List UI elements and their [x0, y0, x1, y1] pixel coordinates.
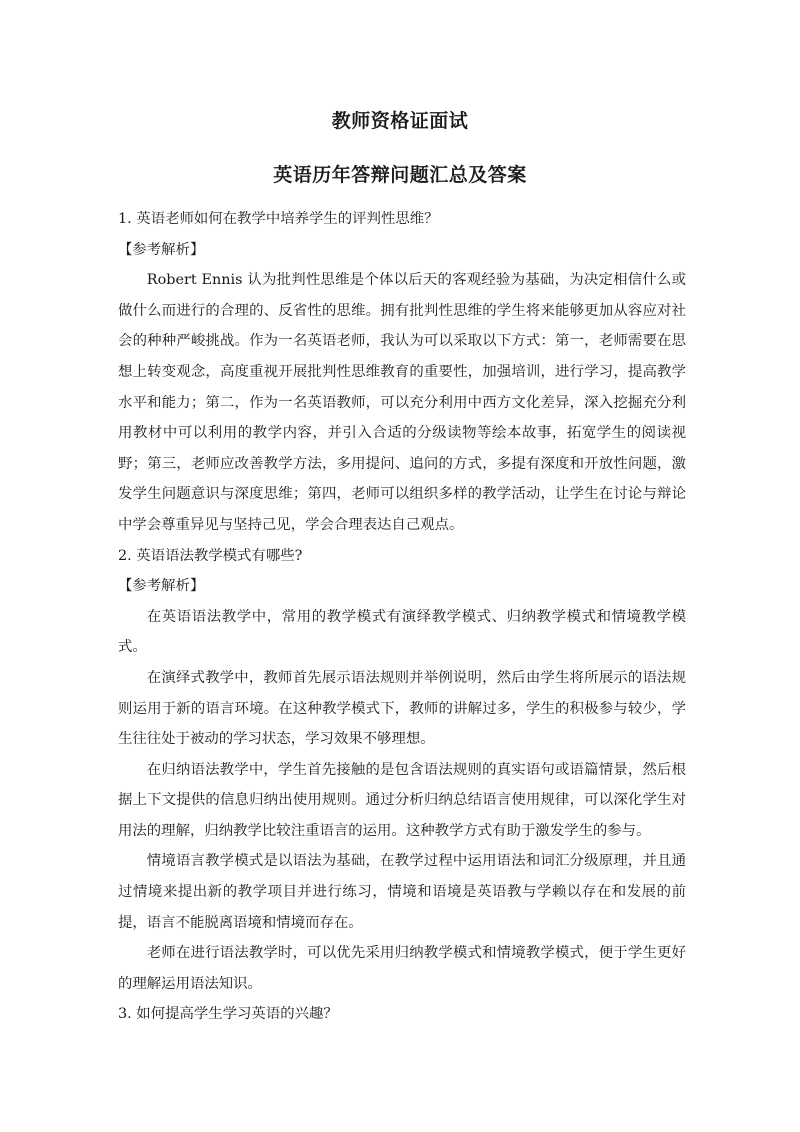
document-body: [118, 204, 686, 1030]
answer-label-1: 【参考解析】: [118, 241, 205, 258]
answer-2-paragraph-1: 在英语语法教学中，常用的教学模式有演绎教学模式、归纳教学模式和情境教学模式。: [118, 608, 686, 656]
answer-1-paragraph: Robert Ennis 认为批判性思维是个体以后天的客观经验为基础，为决定相信什么或做什么而进行的合理的、反省性的思维。拥有批判性思维的学生将来能够更加从容应对社会的种种严峻挑战。作为一名英语老师，我认为可以采取以下方式：第一，老师需要在思想上转变观念，高度重视开展批判性思维教育的重要性，加强培训，进行学习，提高教学水平和能力；第二，作为一名英语教师，可以充分利用中西方文化差异，深入挖掘充分利用教材中可以利用的教学内容，并引入合适的分级读物等绘本故事，拓宽学生的阅读视野；第三，老师应改善教学方法，多用提问、追问的方式，多提有深度和开放性问题，激发学生问题意识与深度思维；第四，老师可以组织多样的教学活动，让学生在讨论与辩论中学会尊重异见与坚持己见，学会合理表达自己观点。: [118, 272, 686, 533]
answer-2-paragraph-5: 老师在进行语法教学时，可以优先采用归纳教学模式和情境教学模式，便于学生更好的理解运用语法知识。: [118, 945, 686, 992]
answer-2-paragraph-4: 情境语言教学模式是以语法为基础，在教学过程中运用语法和词汇分级原理，并且通过情境来提出新的教学项目并进行练习，情境和语境是英语教与学赖以存在和发展的前提，语言不能脱离语境和情境而存在。: [118, 853, 686, 931]
question-2: 2. 英语语法教学模式有哪些?: [118, 547, 303, 564]
question-3: 3. 如何提高学生学习英语的兴趣？: [118, 1006, 338, 1023]
answer-2-paragraph-2: 在演绎式教学中，教师首先展示语法规则并举例说明，然后由学生将所展示的语法规则运用于新的语言环境。在这种教学模式下，教师的讲解过多，学生的积极参与较少，学生往往处于被动的学习状态，学习效果不够理想。: [118, 669, 686, 748]
answer-2-paragraph-3: 在归纳语法教学中，学生首先接触的是包含语法规则的真实语句或语篇情景，然后根据上下文提供的信息归纳出使用规则。通过分析归纳总结语言使用规律，可以深化学生对用法的理解，归纳教学比较注重语言的运用。这种教学方式有助于激发学生的参与。: [118, 761, 686, 839]
answer-label-2: 【参考解析】: [118, 578, 205, 595]
document-subtitle: 英语历年答辩问题汇总及答案: [273, 164, 527, 186]
question-1: 1. 英语老师如何在教学中培养学生的评判性思维？: [118, 211, 439, 227]
document-title: 教师资格证面试: [331, 110, 469, 132]
